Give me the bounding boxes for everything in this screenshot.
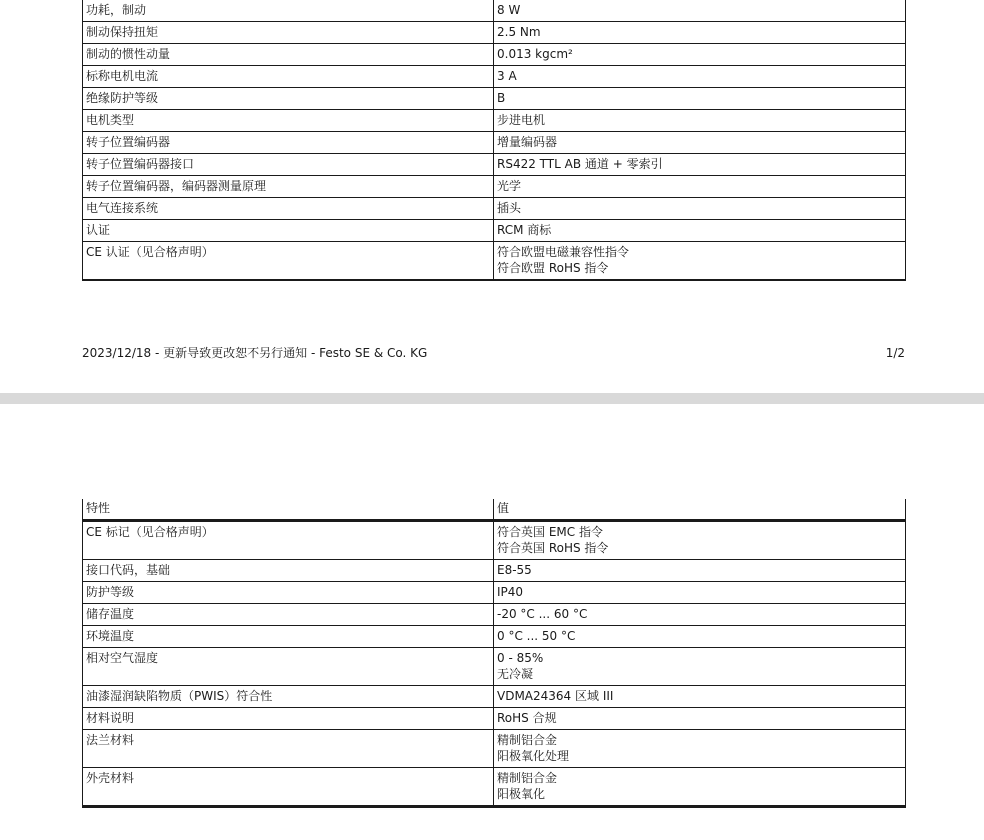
table-row xyxy=(83,198,906,220)
value-cell: 0 °C ... 50 °C xyxy=(494,626,906,648)
table-row xyxy=(83,521,906,560)
table-row xyxy=(83,768,906,807)
property-cell: 绝缘防护等级 xyxy=(83,88,494,110)
property-cell: 储存温度 xyxy=(83,604,494,626)
value-cell: 步进电机 xyxy=(494,110,906,132)
value-cell: 0.013 kgcm² xyxy=(494,44,906,66)
table-row xyxy=(83,730,906,768)
table-row xyxy=(83,22,906,44)
property-cell: 相对空气湿度 xyxy=(83,648,494,686)
value-cell: B xyxy=(494,88,906,110)
value-cell: E8-55 xyxy=(494,560,906,582)
table-row xyxy=(83,604,906,626)
value-cell: IP40 xyxy=(494,582,906,604)
property-cell: 油漆湿润缺陷物质（PWIS）符合性 xyxy=(83,686,494,708)
property-cell: 转子位置编码器接口 xyxy=(83,154,494,176)
property-cell: 电机类型 xyxy=(83,110,494,132)
page-number: 1/2 xyxy=(885,346,905,360)
table-row xyxy=(83,176,906,198)
property-cell: 转子位置编码器，编码器测量原理 xyxy=(83,176,494,198)
value-cell: 3 A xyxy=(494,66,906,88)
spec-table-body xyxy=(83,0,906,280)
spec-table-page-2 xyxy=(82,499,906,808)
value-cell: 增量编码器 xyxy=(494,132,906,154)
property-cell: 制动的惯性动量 xyxy=(83,44,494,66)
table-header-row xyxy=(83,499,906,521)
value-cell: 光学 xyxy=(494,176,906,198)
table-row xyxy=(83,560,906,582)
page-separator xyxy=(0,393,984,404)
property-cell: CE 认证（见合格声明） xyxy=(83,242,494,281)
property-cell: 材料说明 xyxy=(83,708,494,730)
header-property: 特性 xyxy=(83,499,494,521)
spec-table-page-1 xyxy=(82,0,906,281)
property-cell: CE 标记（见合格声明） xyxy=(83,521,494,560)
value-cell: 符合英国 EMC 指令 符合英国 RoHS 指令 xyxy=(494,521,906,560)
table-row xyxy=(83,582,906,604)
table-row xyxy=(83,648,906,686)
table-row xyxy=(83,44,906,66)
table-row xyxy=(83,66,906,88)
footer-date-notice: 2023/12/18 - 更新导致更改恕不另行通知 - Festo SE & Co. KG xyxy=(82,346,428,360)
table-row xyxy=(83,154,906,176)
value-cell: 精制铝合金 阳极氧化处理 xyxy=(494,730,906,768)
value-cell: VDMA24364 区域 III xyxy=(494,686,906,708)
property-cell: 接口代码，基础 xyxy=(83,560,494,582)
value-cell: RoHS 合规 xyxy=(494,708,906,730)
value-cell: 2.5 Nm xyxy=(494,22,906,44)
property-cell: 转子位置编码器 xyxy=(83,132,494,154)
table-row xyxy=(83,0,906,22)
value-cell: 符合欧盟电磁兼容性指令 符合欧盟 RoHS 指令 xyxy=(494,242,906,281)
value-cell: 0 - 85% 无冷凝 xyxy=(494,648,906,686)
table-row xyxy=(83,708,906,730)
property-cell: 外壳材料 xyxy=(83,768,494,807)
table-row xyxy=(83,132,906,154)
value-cell: RS422 TTL AB 通道 + 零索引 xyxy=(494,154,906,176)
table-row xyxy=(83,686,906,708)
property-cell: 标称电机电流 xyxy=(83,66,494,88)
property-cell: 制动保持扭矩 xyxy=(83,22,494,44)
property-cell: 环境温度 xyxy=(83,626,494,648)
spec-table-body xyxy=(83,499,906,807)
table-row xyxy=(83,220,906,242)
document-page-1 xyxy=(0,0,984,393)
property-cell: 电气连接系统 xyxy=(83,198,494,220)
value-cell: -20 °C ... 60 °C xyxy=(494,604,906,626)
property-cell: 功耗，制动 xyxy=(83,0,494,22)
value-cell: RCM 商标 xyxy=(494,220,906,242)
document-page-2 xyxy=(0,404,984,840)
property-cell: 认证 xyxy=(83,220,494,242)
value-cell: 插头 xyxy=(494,198,906,220)
value-cell: 8 W xyxy=(494,0,906,22)
property-cell: 法兰材料 xyxy=(83,730,494,768)
table-row xyxy=(83,88,906,110)
value-cell: 精制铝合金 阳极氧化 xyxy=(494,768,906,807)
table-row xyxy=(83,110,906,132)
property-cell: 防护等级 xyxy=(83,582,494,604)
table-row xyxy=(83,242,906,281)
header-value: 值 xyxy=(494,499,906,521)
table-row xyxy=(83,626,906,648)
